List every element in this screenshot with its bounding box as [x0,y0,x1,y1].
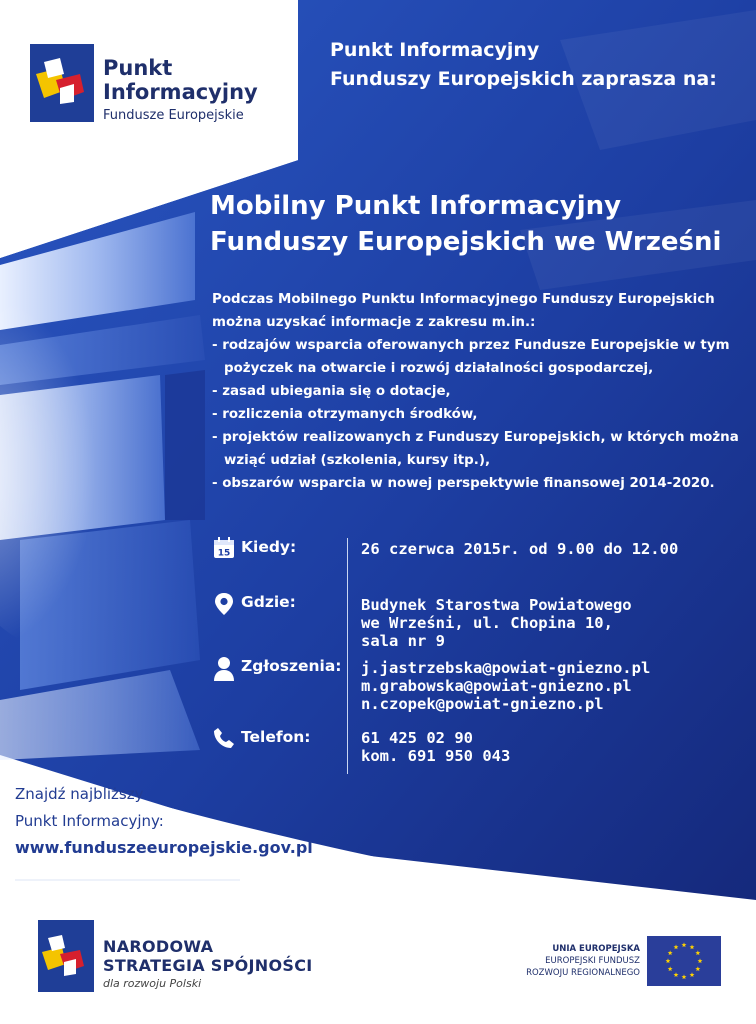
find-line1: Znajdź najbliższy [15,785,144,803]
nss-line3: dla rozwoju Polski [103,977,202,990]
calendar-day: 15 [217,548,231,559]
info-where [213,592,296,616]
phone-icon [213,727,235,749]
event-description [212,288,752,495]
logo-line2: Informacyjny [103,80,258,104]
event-title-line1: Mobilny Punkt Informacyjny [210,191,622,221]
desc-line: wziąć udział (szkolenia, kursy itp.), [224,453,491,468]
logo-line3: Fundusze Europejskie [103,108,244,123]
where-line: we Wrześni, ul. Chopina 10, [361,614,613,632]
find-line2: Punkt Informacyjny: [15,812,164,830]
nss-line1: NARODOWA [103,937,214,956]
where-line: Budynek Starostwa Powiatowego [361,596,632,614]
info-when [213,537,296,559]
event-title [210,188,750,260]
where-label: Gdzie: [241,593,296,611]
event-title-line2: Funduszy Europejskich we Wrześni [210,227,722,257]
desc-line: - rozliczenia otrzymanych środków, [212,407,478,422]
calendar-icon [213,537,235,559]
desc-line: - zasad ubiegania się o dotacje, [212,384,451,399]
registration-label: Zgłoszenia: [241,657,342,675]
find-nearest [15,781,164,835]
phone-line: kom. 691 950 043 [361,747,511,765]
intro-text [330,36,750,94]
person-icon [213,656,235,682]
nss-line2: STRATEGIA SPÓJNOŚCI [103,956,313,975]
where-value [361,596,632,650]
registration-emails [361,659,650,713]
phone-value [361,729,510,765]
where-line: sala nr 9 [361,632,445,650]
desc-line: pożyczek na otwarcie i rozwój działalności gospodarczej, [224,361,654,376]
phone-label: Telefon: [241,728,311,746]
eu-line3: ROZWOJU REGIONALNEGO [526,968,640,978]
eu-line1: UNIA EUROPEJSKA [552,944,640,954]
nss-text [103,937,313,990]
when-label: Kiedy: [241,538,297,556]
when-value: 26 czerwca 2015r. od 9.00 do 12.00 [361,540,679,558]
eu-text [500,943,640,979]
website-link[interactable]: www.funduszeeuropejskie.gov.pl [15,838,313,857]
eu-flag-icon [647,936,721,986]
desc-line: - rodzajów wsparcia oferowanych przez Fundusze Europejskie w tym [212,338,730,353]
info-phone [213,727,310,749]
desc-line: można uzyskać informacje z zakresu m.in.: [212,315,536,330]
email-link[interactable]: j.jastrzebska@powiat-gniezno.pl [361,659,651,677]
eu-line2: EUROPEJSKI FUNDUSZ [545,956,640,966]
info-registration [213,656,342,682]
intro-line1: Punkt Informacyjny [330,39,540,61]
map-pin-icon [213,592,235,616]
fundusze-europejskie-logo-icon [30,44,94,122]
top-logo-text [103,56,258,123]
email-link[interactable]: n.czopek@powiat-gniezno.pl [361,695,604,713]
logo-line1: Punkt [103,56,173,80]
email-link[interactable]: m.grabowska@powiat-gniezno.pl [361,677,632,695]
intro-line2: Funduszy Europejskich zaprasza na: [330,68,717,90]
phone-line: 61 425 02 90 [361,729,473,747]
desc-line: - obszarów wsparcia w nowej perspektywie finansowej 2014-2020. [212,476,715,491]
desc-line: Podczas Mobilnego Punktu Informacyjnego Funduszy Europejskich [212,292,715,307]
desc-line: - projektów realizowanych z Funduszy Europejskich, w których można [212,430,739,445]
info-divider [347,538,348,774]
narodowa-strategia-logo-icon [38,920,94,992]
